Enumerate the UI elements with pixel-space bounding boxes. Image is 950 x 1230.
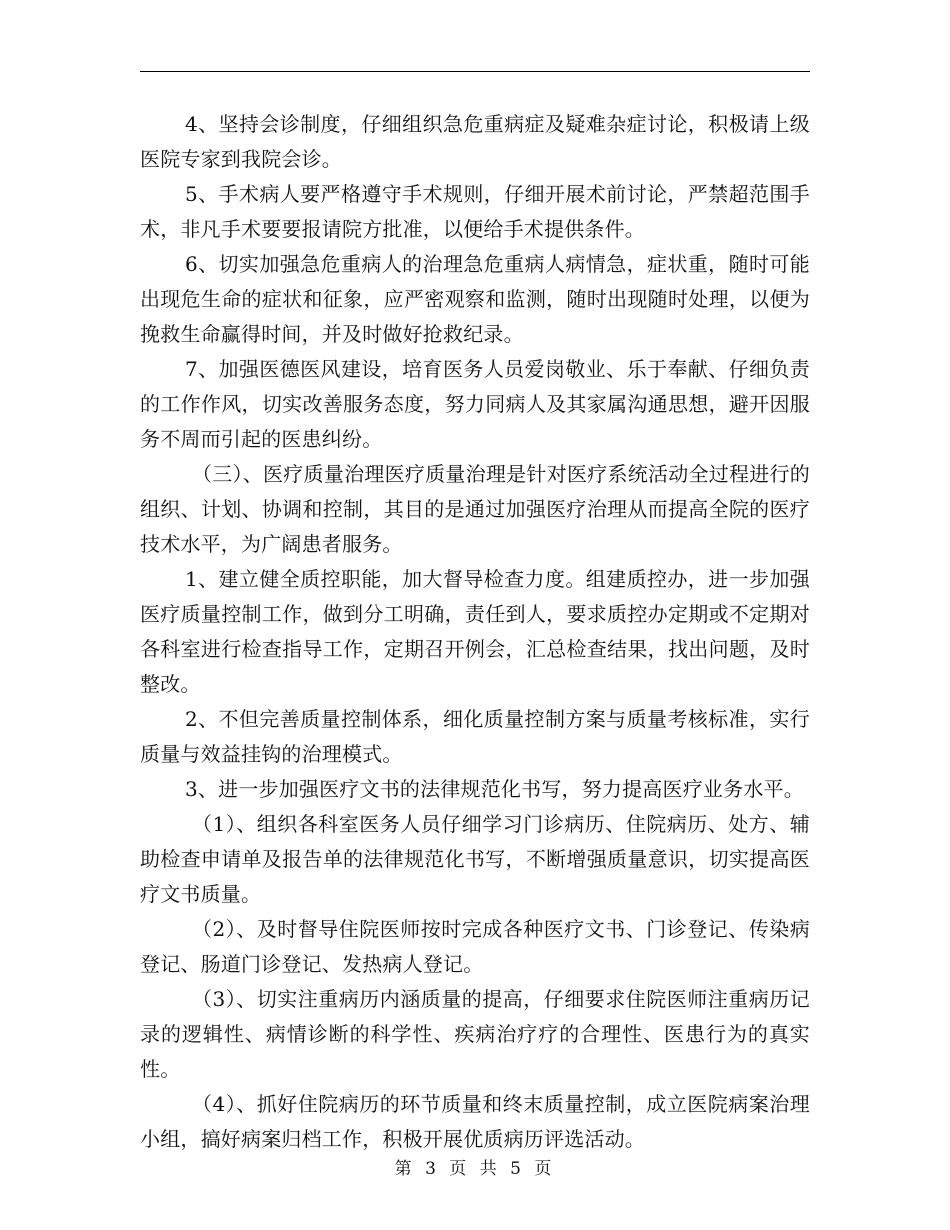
sub-item-1: （1）、组织各科室医务人员仔细学习门诊病历、住院病历、处方、辅助检查申请单及报告单的法律规范化书写，不断增强质量意识，切实提高医疗文书质量。 xyxy=(140,812,810,906)
sub-item-3: （3）、切实注重病历内涵质量的提高，仔细要求住院医师注重病历记录的逻辑性、病情诊断的科学性、疾病治疗疗的合理性、医患行为的真实性。 xyxy=(140,987,810,1081)
document-body xyxy=(140,107,810,1157)
paragraph-item-5: 5、手术病人要严格遵守手术规则，仔细开展术前讨论，严禁超范围手术，非凡手术要要报请院方批准，以便给手术提供条件。 xyxy=(140,182,810,241)
paragraph-item-4: 4、坚持会诊制度，仔细组织急危重病症及疑难杂症讨论，积极请上级医院专家到我院会诊。 xyxy=(140,112,810,171)
paragraph-item-2: 2、不但完善质量控制体系，细化质量控制方案与质量考核标准，实行质量与效益挂钩的治理模式。 xyxy=(140,707,810,766)
sub-item-2: （2）、及时督导住院医师按时完成各种医疗文书、门诊登记、传染病登记、肠道门诊登记、发热病人登记。 xyxy=(140,917,810,976)
header-rule xyxy=(140,71,810,72)
paragraph-item-1: 1、建立健全质控职能，加大督导检查力度。组建质控办，进一步加强医疗质量控制工作，做到分工明确，责任到人，要求质控办定期或不定期对各科室进行检查指导工作，定期召开例会，汇总检查结果，找出问题，及时整改。 xyxy=(140,567,810,696)
paragraph-item-3: 3、进一步加强医疗文书的法律规范化书写，努力提高医疗业务水平。 xyxy=(185,777,804,801)
paragraph-item-7: 7、加强医德医风建设，培育医务人员爱岗敬业、乐于奉献、仔细负责的工作作风，切实改善服务态度，努力同病人及其家属沟通思想，避开因服务不周而引起的医患纠纷。 xyxy=(140,357,810,451)
page-number-footer: 第 3 页 共 5 页 xyxy=(394,1159,556,1179)
section-heading-3: （三）、医疗质量治理医疗质量治理是针对医疗系统活动全过程进行的组织、计划、协调和控制，其目的是通过加强医疗治理从而提高全院的医疗技术水平，为广阔患者服务。 xyxy=(140,462,810,556)
paragraph-item-6: 6、切实加强急危重病人的治理急危重病人病情急，症状重，随时可能出现危生命的症状和征象，应严密观察和监测，随时出现随时处理，以便为挽救生命赢得时间，并及时做好抢救纪录。 xyxy=(140,252,810,346)
sub-item-4: （4）、抓好住院病历的环节质量和终末质量控制，成立医院病案治理小组，搞好病案归档工作，积极开展优质病历评选活动。 xyxy=(140,1092,810,1151)
